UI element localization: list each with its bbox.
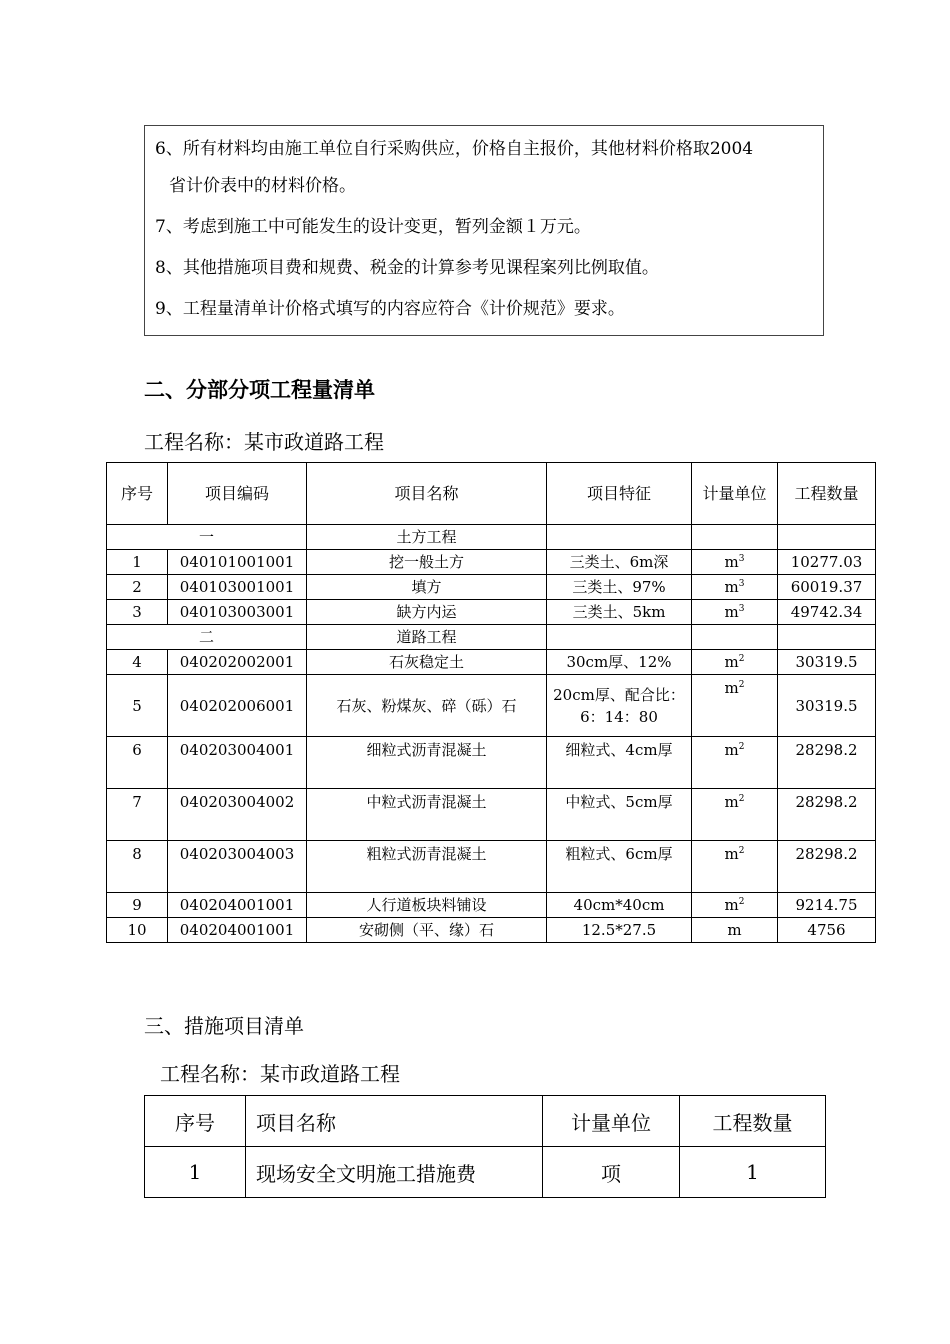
item-code: 040103001001 [168,575,307,600]
item-unit [692,893,778,918]
section-3-title: 三、措施项目清单 [144,1014,304,1038]
table-row [145,1147,826,1198]
item-quantity: 28298.2 [778,841,876,893]
group-row [107,525,876,550]
table-row [107,841,876,893]
note-8: 8、其他措施项目费和规费、税金的计算参考见课程案列比例取值。 [155,258,659,278]
table-row [107,575,876,600]
item-unit [692,550,778,575]
item-quantity: 28298.2 [778,789,876,841]
unit-symbol: m [724,845,739,863]
item-code: 040204001001 [168,918,307,943]
item-name: 安砌侧（平、缘）石 [307,918,547,943]
unit-symbol: m [724,896,739,914]
unit-exponent: 2 [738,742,745,752]
group-number: 一 [107,525,307,550]
item-quantity: 4756 [778,918,876,943]
header-cell: 项目名称 [246,1096,543,1147]
row-number: 4 [107,650,168,675]
section-2-project-name: 工程名称：某市政道路工程 [144,430,384,454]
item-name: 人行道板块料铺设 [307,893,547,918]
item-feature: 12.5*27.5 [547,918,692,943]
section-3-project-name: 工程名称：某市政道路工程 [160,1062,400,1086]
table-row [107,650,876,675]
item-unit [692,600,778,625]
item-name: 挖一般土方 [307,550,547,575]
table-row [107,893,876,918]
unit-symbol: m [724,741,739,759]
item-name: 缺方内运 [307,600,547,625]
item-name: 粗粒式沥青混凝土 [307,841,547,893]
header-cell: 计量单位 [692,463,778,525]
item-code: 040101001001 [168,550,307,575]
table-row [107,550,876,575]
item-feature: 三类土、6m深 [547,550,692,575]
note-6-continued: 省计价表中的材料价格。 [169,176,356,196]
empty-cell [692,525,778,550]
unit-exponent: 2 [738,680,745,690]
empty-cell [547,525,692,550]
unit-symbol: m [724,679,739,697]
item-code: 040203004002 [168,789,307,841]
unit-exponent: 2 [738,897,745,907]
item-quantity: 60019.37 [778,575,876,600]
unit-exponent: 2 [738,794,745,804]
empty-cell [547,625,692,650]
notes-box [144,125,824,336]
header-cell: 序号 [107,463,168,525]
item-name: 中粒式沥青混凝土 [307,789,547,841]
item-unit [692,918,778,943]
row-number: 6 [107,737,168,789]
bill-of-quantities-table [106,462,876,943]
row-number: 2 [107,575,168,600]
table-header-row [145,1096,826,1147]
row-number: 7 [107,789,168,841]
item-unit [692,737,778,789]
header-cell: 项目名称 [307,463,547,525]
item-quantity: 49742.34 [778,600,876,625]
header-cell: 项目特征 [547,463,692,525]
header-cell: 工程数量 [680,1096,826,1147]
table-row [107,918,876,943]
item-feature: 40cm*40cm [547,893,692,918]
unit-exponent: 2 [738,654,745,664]
item-unit [692,575,778,600]
measures-table [144,1095,826,1198]
group-name: 道路工程 [307,625,547,650]
unit-exponent: 3 [738,554,745,564]
item-code: 040203004003 [168,841,307,893]
item-feature: 粗粒式、6cm厚 [547,841,692,893]
group-row [107,625,876,650]
item-code: 040202002001 [168,650,307,675]
item-feature: 30cm厚、12% [547,650,692,675]
item-name: 现场安全文明施工措施费 [246,1147,543,1198]
item-quantity: 30319.5 [778,650,876,675]
unit-symbol: m [724,603,739,621]
unit-symbol: m [727,921,742,939]
header-cell: 计量单位 [543,1096,680,1147]
row-number: 9 [107,893,168,918]
unit-exponent: 3 [738,579,745,589]
item-name: 石灰稳定土 [307,650,547,675]
item-unit [692,841,778,893]
item-feature: 细粒式、4cm厚 [547,737,692,789]
table-row [107,675,876,737]
item-code: 040202006001 [168,675,307,737]
header-cell: 序号 [145,1096,246,1147]
item-feature: 三类土、5km [547,600,692,625]
row-number: 1 [107,550,168,575]
item-name: 填方 [307,575,547,600]
table-row [107,737,876,789]
item-code: 040204001001 [168,893,307,918]
empty-cell [778,525,876,550]
row-number: 3 [107,600,168,625]
unit-symbol: m [724,578,739,596]
group-name: 土方工程 [307,525,547,550]
row-number: 8 [107,841,168,893]
unit-symbol: m [724,793,739,811]
empty-cell [692,625,778,650]
item-feature: 中粒式、5cm厚 [547,789,692,841]
row-number: 5 [107,675,168,737]
item-unit [692,650,778,675]
unit-exponent: 3 [738,604,745,614]
item-code: 040103003001 [168,600,307,625]
note-6: 6、所有材料均由施工单位自行采购供应，价格自主报价，其他材料价格取2004 [155,139,754,159]
header-cell: 项目编码 [168,463,307,525]
item-unit [692,789,778,841]
note-9: 9、工程量清单计价格式填写的内容应符合《计价规范》要求。 [155,299,625,319]
unit-symbol: m [724,553,739,571]
section-2-title: 二、分部分项工程量清单 [144,378,375,402]
item-quantity: 30319.5 [778,675,876,737]
item-unit [692,675,778,737]
item-feature: 20cm厚、配合比：6：14：80 [547,675,692,737]
table-row [107,789,876,841]
item-quantity: 28298.2 [778,737,876,789]
item-unit: 项 [543,1147,680,1198]
row-number: 1 [145,1147,246,1198]
item-quantity: 1 [680,1147,826,1198]
item-name: 细粒式沥青混凝土 [307,737,547,789]
empty-cell [778,625,876,650]
note-7: 7、考虑到施工中可能发生的设计变更，暂列金额１万元。 [155,217,591,237]
unit-symbol: m [724,653,739,671]
item-code: 040203004001 [168,737,307,789]
unit-exponent: 2 [738,846,745,856]
header-cell: 工程数量 [778,463,876,525]
row-number: 10 [107,918,168,943]
item-name: 石灰、粉煤灰、碎（砾）石 [307,675,547,737]
item-quantity: 9214.75 [778,893,876,918]
item-quantity: 10277.03 [778,550,876,575]
table-row [107,600,876,625]
table-header-row [107,463,876,525]
group-number: 二 [107,625,307,650]
item-feature: 三类土、97% [547,575,692,600]
